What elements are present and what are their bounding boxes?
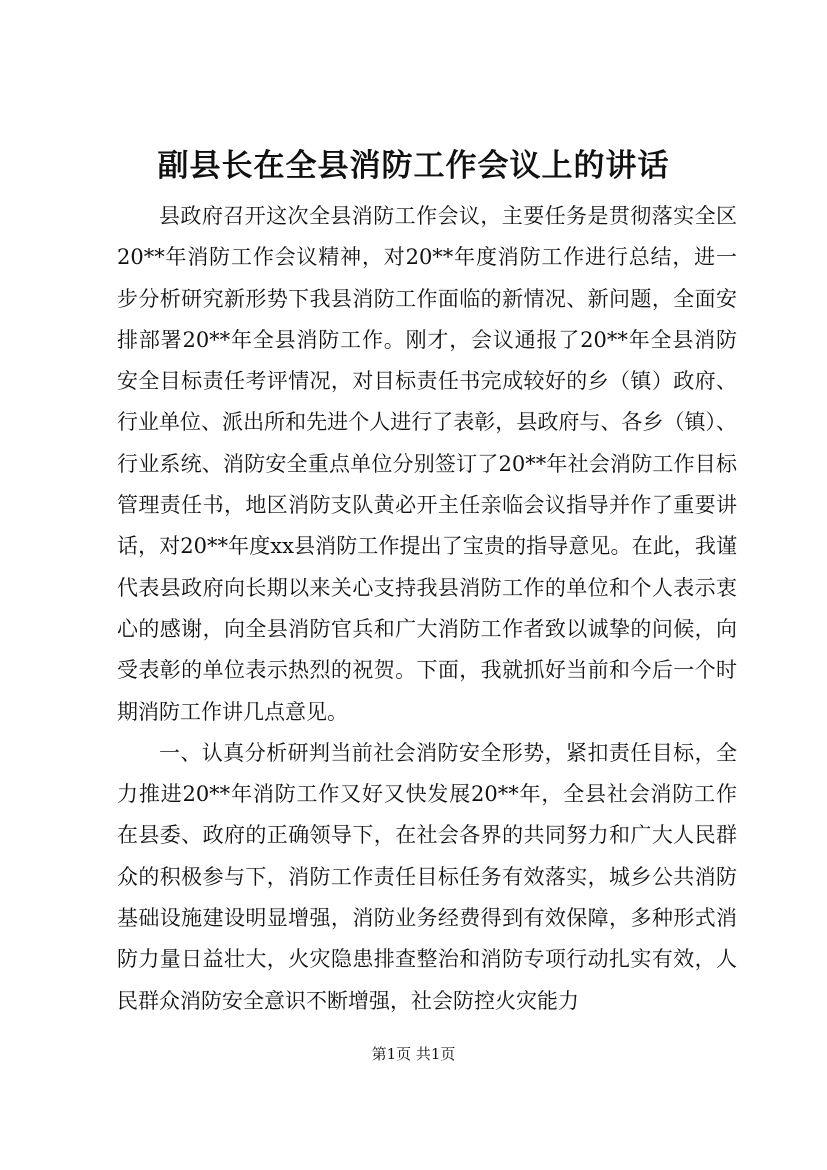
page-footer: 第1页 共1页 (371, 1045, 456, 1063)
paragraph-section-one: 一、认真分析研判当前社会消防安全形势，紧扣责任目标，全力推进20**年消防工作又好又快发展20**年，全县社会消防工作在县委、政府的正确领导下，在社会各界的共同努力和广大人民群众的积极参与下，消防工作责任目标任务有效落实，城乡公共消防基础设施建设明显增强，消防业务经费得到有效保障，多种形式消防力量日益壮大，火灾隐患排查整治和消防专项行动扎实有效，人民群众消防安全意识不断增强，社会防控火灾能力 (117, 740, 737, 1013)
document-body (117, 196, 737, 1022)
paragraph-intro: 县政府召开这次全县消防工作会议，主要任务是贯彻落实全区20**年消防工作会议精神，对20**年度消防工作进行总结，进一步分析研究新形势下我县消防工作面临的新情况、新问题，全面安排部署20**年全县消防工作。刚才，会议通报了20**年全县消防安全目标责任考评情况，对目标责任书完成较好的乡（镇）政府、行业单位、派出所和先进个人进行了表彰，县政府与、各乡（镇）、行业系统、消防安全重点单位分别签订了20**年社会消防工作目标管理责任书，地区消防支队黄必开主任亲临会议指导并作了重要讲话，对20**年度xx县消防工作提出了宝贵的指导意见。在此，我谨代表县政府向长期以来关心支持我县消防工作的单位和个人表示衷心的感谢，向全县消防官兵和广大消防工作者致以诚挚的问候，向受表彰的单位表示热烈的祝贺。下面，我就抓好当前和今后一个时期消防工作讲几点意见。 (117, 204, 737, 724)
document-title: 副县长在全县消防工作会议上的讲话 (157, 148, 670, 184)
